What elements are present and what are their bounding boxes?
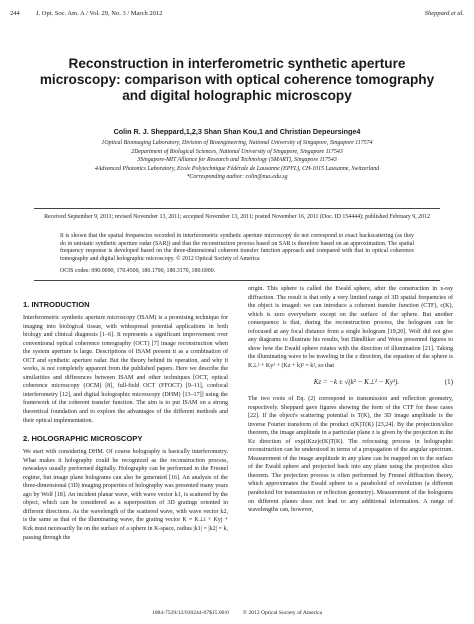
divider-bottom	[34, 280, 440, 281]
abstract: It is shown that the spatial frequencies recorded in interferometric synthetic aperture microscopy do not correspond to exact backscattering (as they do in unistatic synthetic aperture radar (SAR)) and that the reconstruction process based on SAR is therefore based on an approximation. The spatial frequency response is developed based on the three-dimensional coherent transfer function approach and compared with that in optical coherence tomography and digital holographic microscopy. © 2012 Optical Society of America	[60, 233, 414, 262]
affiliation-2: 2Department of Biological Sciences, National University of Singapore, Singapore 117543	[131, 148, 343, 155]
affiliation-1: 1Optical Bioimaging Laboratory, Division of Bioengineering, National University of Singapore, Singapore 117574	[101, 140, 373, 146]
right-column	[248, 285, 453, 515]
running-authors: Sheppard et al.	[424, 10, 464, 17]
corresponding-author: *Corresponding author: colin@nus.edu.sg	[186, 174, 288, 181]
publication-history: Received September 9, 2011; revised November 13, 2011; accepted November 13, 2011; posted November 16, 2011 (Doc. ID 154444); published February 9, 2012	[44, 214, 430, 220]
divider-top	[34, 208, 440, 209]
running-header	[10, 10, 464, 24]
page-footer: 1084-7529/12/030244-07$15.00/0 © 2012 Optical Society of America	[151, 610, 323, 616]
equation-number: (1)	[444, 378, 453, 387]
section-body-holographic: We start with considering DHM. Of course holography is basically interferometry. What makes it holography could be recognized as the reconstruction process, nowadays usually performed digitally. Holography can be performed in the Fresnel regime, but image plane holograms can also be generated [16]. An analysis of the three-dimensional (3D) imaging properties of holography was presented many years ago by Wolf [18]. An incident planar wave, with wave vector k1, is scattered by the object, which can be considered as a superposition of 3D gratings oriented in different directions. As the wavelength of the scattered wave, with wave vector k2, is the same as that of the illuminating wave, the grating vector K = K⊥i + Kyj + Kzk must necessarily lie on the surface of a sphere in K-space, radius |k1| = |k2| = k, passing through the	[23, 449, 228, 541]
equation-1	[248, 378, 453, 387]
right-paragraph-1: origin. This sphere is called the Ewald sphere, after the construction in x-ray diffraction. The result is that only a very limited range of 3D spatial frequencies of the object is imaged: we can introduce a coherent transfer function (CTF), c(K), which is zero everywhere except on the surface of the sphere. But another consequence is that, during the reconstruction process, the hologram can be refocused at any focal distance from a single hologram [19,20]. Wolf did not give any diagrams to illustrate his results, but Dändliker and Weiss presented figures to show how the Ewald sphere rotates with the direction of illumination [21]. Taking the illuminating wave to be traveling in the z direction, the equation of the sphere is K⊥² + Ky² + (Kz + k)² = k², so that	[248, 286, 453, 369]
paper-title: Reconstruction in interferometric synthetic aperture microscopy: comparison with optical coherence tomography and digital holographic microscopy	[39, 56, 435, 103]
journal-citation: J. Opt. Soc. Am. A / Vol. 29, No. 3 / March 2012	[36, 10, 163, 17]
equation-body: Kz = −k ± √(k² − K⊥² − Ky²).	[313, 378, 400, 387]
author-list: Colin R. J. Sheppard,1,2,3 Shan Shan Kou,1 and Christian Depeursinge4	[113, 127, 361, 136]
affiliations	[30, 139, 444, 182]
ocis-codes: OCIS codes: 090.0090, 170.4500, 180.1790, 180.3170, 180.6900.	[60, 268, 216, 274]
section-heading-holographic: 2. HOLOGRAPHIC MICROSCOPY	[23, 434, 143, 444]
section-body-introduction: Interferometric synthetic aperture microscopy (ISAM) is a promising technique for imaging into biological tissue, with widespread potential applications in both biology and clinical diagnosis [1–6]. It represents a significant improvement over conventional optical coherence tomography (OCT) [7] image reconstruction when the system aperture is large. Descriptions of ISAM present it as a combination of OCT and synthetic aperture radar. But the theory behind its operation, and why it works, is not completely apparent from the published papers. Here we describe the similarities and differences between ISAM and other techniques [OCT, optical coherence microscopy (OCM) [8], full-field OCT (FFOCT) [9–11], confocal interferometry [12], and digital holographic microscopy (DHM) [13–17]] using the framework of the coherent transfer function. The aim is to put ISAM on a strong theoretical foundation and to explore the advantages of the different methods and their optical implementation.	[23, 315, 228, 424]
section-heading-introduction: 1. INTRODUCTION	[23, 300, 90, 309]
affiliation-3: 3Singapore-MIT Alliance for Research and Technology (SMART), Singapore 117543	[137, 157, 337, 164]
left-column	[23, 300, 228, 542]
right-paragraph-2: The two roots of Eq. (2) correspond to transmission and reflection geometry, respectively. Sheppard gave figures showing the form of the CTF for these cases [22]. If the object's scattering potential is T(K), the 3D image amplitude is the inverse Fourier transform of the product c(K)T(K) [23,24]. By the projection/slice theorem, the image amplitude in a particular plane z is given by the projection in the Kz direction of exp(iKzz)c(K)T(K). The refocusing process in holographic reconstruction can be understood in terms of a propagation of the angular spectrum. Measurement of the image amplitude in any plane can be mapped on to the surface of the Ewald sphere and projected back into any plane using the projection slice theorem. The projection process is often performed by Fresnel diffraction theory, which approximates the Ewald sphere to a paraboloid of revolution (a different paraboloid for transmission or reflection geometry). Measurement of the holograms on different planes does not lead to any additional information. A range of wavelengths can, however,	[248, 396, 453, 514]
page-number: 244	[10, 10, 20, 17]
affiliation-4: 4Advanced Photonics Laboratory, Ecole Polytechnique Fédérale de Lausanne (EPFL), CH-1015 Lausanne, Switzerland	[94, 165, 380, 172]
